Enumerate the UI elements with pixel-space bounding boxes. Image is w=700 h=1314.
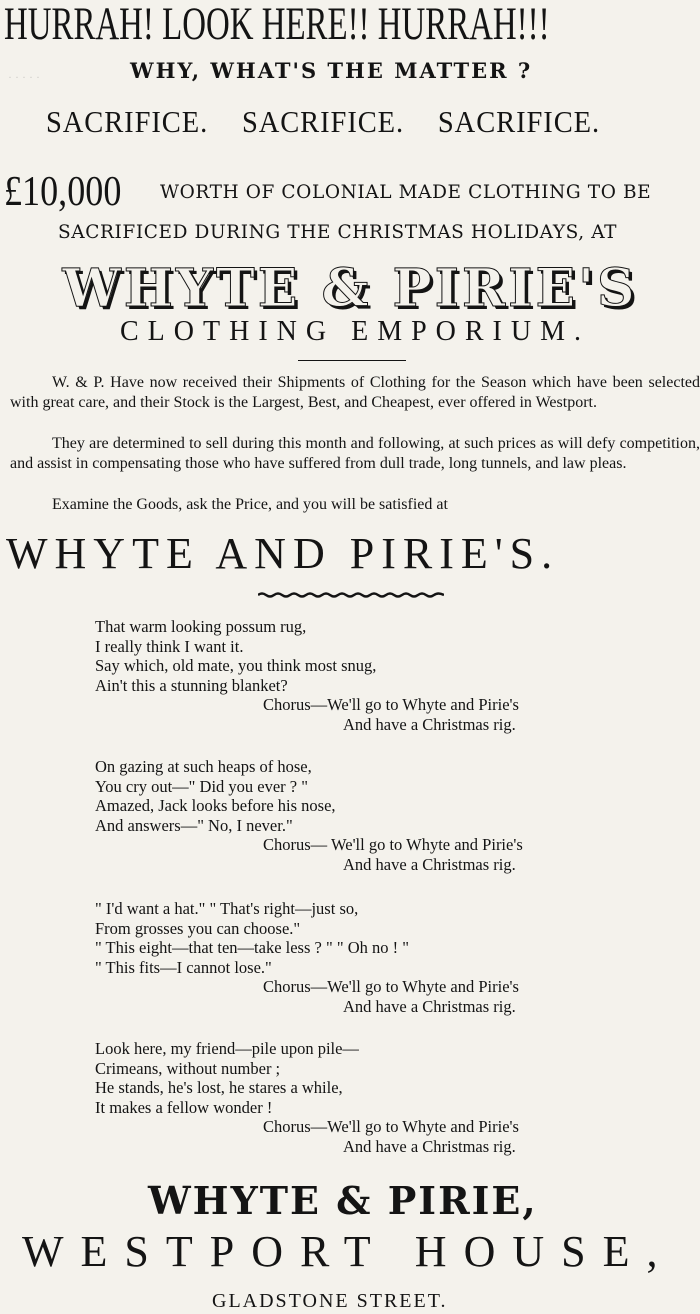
chorus-line: And have a Christmas rig.	[343, 996, 516, 1016]
paragraph-prices	[10, 434, 700, 474]
verse-2	[95, 757, 523, 874]
chorus-line: Chorus—We'll go to Whyte and Pirie's	[263, 695, 519, 714]
verse-line: Amazed, Jack looks before his nose,	[95, 796, 336, 815]
sacrifice-word: SACRIFICE.	[241, 104, 405, 139]
chorus-line: And have a Christmas rig.	[343, 714, 516, 734]
firm-name-text: WHYTE & PIRIE'S	[62, 258, 638, 319]
verse-3	[95, 899, 519, 1016]
house-name: WESTPORT HOUSE,	[22, 1227, 675, 1276]
chorus-line: Chorus— We'll go to Whyte and Pirie's	[263, 835, 523, 854]
verse-line: From grosses you can choose."	[95, 918, 301, 938]
ornamental-rule	[258, 592, 444, 598]
verse-1	[95, 617, 519, 734]
sacrifice-word: SACRIFICE.	[437, 104, 601, 139]
worth-line: WORTH OF COLONIAL MADE CLOTHING TO BE	[160, 182, 652, 203]
firm-name	[0, 258, 700, 319]
verse-line: Crimeans, without number ;	[95, 1058, 281, 1078]
sacrifice-word: SACRIFICE.	[46, 104, 209, 139]
emporium-title: CLOTHING EMPORIUM.	[120, 316, 590, 347]
verse-line: You cry out—" Did you ever ? "	[95, 776, 308, 796]
amount: £10,000	[4, 169, 122, 215]
headline: HURRAH! LOOK HERE!! HURRAH!!!	[4, 0, 550, 50]
paragraph-examine	[10, 495, 700, 515]
signature: WHYTE & PIRIE,	[148, 1178, 538, 1223]
chorus-line: Chorus—We'll go to Whyte and Pirie's	[263, 1117, 519, 1136]
paragraph-text: They are determined to sell during this month and following, at such prices as will defy competition, and assist in compensating those who have suffered from dull trade, long tunnels, and law pleas.	[10, 435, 700, 472]
verse-line: " This eight—that ten—take less ? " " Oh no ! "	[95, 938, 409, 957]
verse-line: That warm looking possum rug,	[95, 617, 307, 636]
firm-name-large: WHYTE AND PIRIE'S.	[6, 529, 560, 578]
paragraph-text: Examine the Goods, ask the Price, and you will be satisfied at	[52, 496, 448, 513]
chorus-line: And have a Christmas rig.	[343, 854, 516, 874]
street-address: GLADSTONE STREET.	[212, 1290, 448, 1312]
subhead: WHY, WHAT'S THE MATTER ?	[130, 58, 533, 83]
chorus-line: And have a Christmas rig.	[343, 1136, 516, 1156]
verse-line: He stands, he's lost, he stares a while,	[95, 1078, 343, 1097]
verse-line: Ain't this a stunning blanket?	[95, 675, 288, 695]
verse-line: It makes a fellow wonder !	[95, 1097, 273, 1117]
verse-line: I really think I want it.	[95, 636, 244, 656]
chorus-line: Chorus—We'll go to Whyte and Pirie's	[263, 977, 519, 996]
verse-line: On gazing at such heaps of hose,	[95, 757, 312, 776]
verse-line: " This fits—I cannot lose."	[95, 957, 272, 977]
verse-line: And answers—" No, I never."	[95, 815, 293, 835]
verse-4	[95, 1039, 519, 1156]
paragraph-shipments	[10, 373, 700, 413]
sacrificed-line: SACRIFICED DURING THE CHRISTMAS HOLIDAYS, AT	[58, 222, 618, 243]
bleed-through-texture: · · · · ·	[8, 70, 40, 84]
verse-line: " I'd want a hat." " That's right—just so,	[95, 899, 359, 918]
paragraph-text: W. & P. Have now received their Shipments of Clothing for the Season which have been selected with great care, and their Stock is the Largest, Best, and Cheapest, ever offered in Westport.	[10, 374, 700, 411]
divider-rule	[298, 360, 406, 361]
sacrifice-line	[46, 104, 626, 140]
verse-line: Look here, my friend—pile upon pile—	[95, 1039, 359, 1058]
verse-line: Say which, old mate, you think most snug,	[95, 656, 377, 675]
